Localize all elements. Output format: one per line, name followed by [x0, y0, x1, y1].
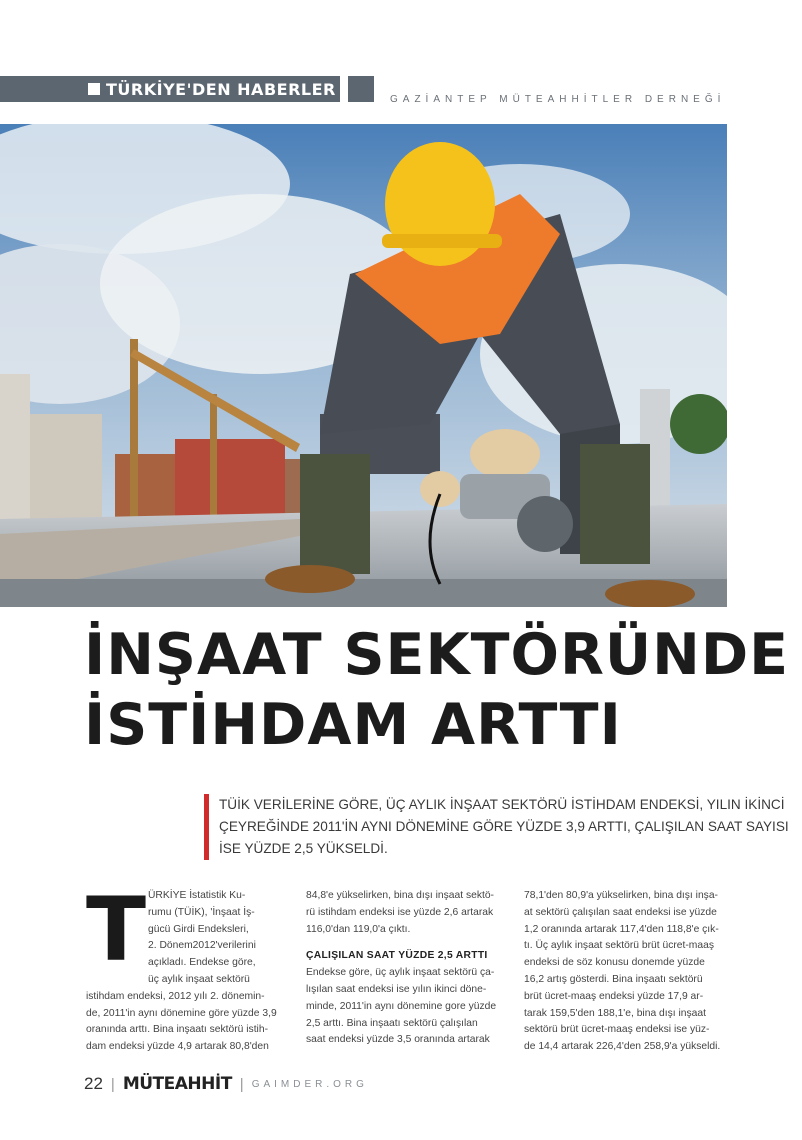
body-line: gücü Girdi Endeksleri, [148, 923, 249, 935]
body-line: oranında arttı. Bina inşaatı sektörü istih- [86, 1024, 269, 1036]
website-link[interactable]: GAIMDER.ORG [251, 1078, 368, 1090]
body-line: 2. Dönem2012'verilerini [148, 940, 256, 952]
body-line: dam endeksi yüzde 4,9 artarak 80,8'den [86, 1041, 269, 1053]
body-line: sektörü brüt ücret-maaş endeksi ise yüz- [524, 1024, 710, 1036]
body-line: açıkladı. Endekse göre, [148, 957, 256, 969]
body-line: lışılan saat endeksi ise yılın ikinci döne- [306, 983, 487, 995]
construction-worker-image [0, 124, 727, 607]
magazine-logo: MÜTEAHHİT [122, 1074, 232, 1094]
body-line: endeksi de söz konusu donemde yüzde [524, 957, 705, 969]
body-line: 116,0'dan 119,0'a çıktı. [306, 923, 411, 935]
body-subheading: ÇALIŞILAN SAAT YÜZDE 2,5 ARTTI [306, 950, 488, 962]
article-body [86, 878, 728, 1058]
headline-line-2: İSTİHDAM ARTTI [84, 692, 622, 758]
drop-cap: T [86, 878, 147, 981]
body-line: istihdam endeksi, 2012 yılı 2. dönemin- [86, 990, 265, 1002]
body-line: üç aylık inşaat sektörü [148, 973, 250, 985]
headline-line-1: İNŞAAT SEKTÖRÜNDE [84, 622, 790, 688]
page-number: 22 [84, 1074, 103, 1093]
body-line: minde, 2011'in aynı dönemine gore yüzde [306, 1000, 497, 1012]
body-line: ÜRKİYE İstatistik Ku- [148, 890, 246, 901]
body-line: de, 2011'in aynı dönemine göre yüzde 3,9 [86, 1007, 277, 1019]
body-line: brüt ücret-maaş endeksi yüzde 17,9 ar- [524, 990, 704, 1002]
body-line: rumu (TÜİK), 'İnşaat İş- [148, 906, 255, 918]
lead-line: TÜİK VERİLERİNE GÖRE, ÜÇ AYLIK İNŞAAT SEKTÖRÜ İSTİHDAM ENDEKSİ, YILIN İKİNCİ [219, 797, 785, 812]
body-line: de 14,4 artarak 226,4'den 258,9'a yükseldi. [524, 1041, 721, 1053]
article-photo [0, 124, 727, 607]
body-line: tı. Üç aylık inşaat sektörü brüt ücret-maaş [524, 940, 714, 952]
body-line: 78,1'den 80,9'a yükselirken, bina dışı inşa- [524, 890, 718, 901]
page-footer [84, 1072, 368, 1096]
association-name: GAZİANTEP MÜTEAHHİTLER DERNEĞİ [390, 94, 726, 105]
body-column-3 [524, 888, 720, 1056]
body-line: at sektörü çalışılan saat endeksi ise yüzde [524, 906, 717, 918]
section-bar [0, 76, 340, 102]
lead-paragraph [204, 794, 789, 860]
body-line: 16,2 artış gösterdi. Bina inşaatı sektörü [524, 973, 703, 985]
lead-line: İSE YÜZDE 2,5 YÜKSELDİ. [219, 841, 388, 856]
body-line: rü istihdam endeksi ise yüzde 2,6 artarak [306, 906, 494, 918]
article-headline [84, 620, 790, 760]
footer-separator: | [110, 1075, 115, 1093]
section-square-icon [88, 83, 100, 95]
body-column-2 [306, 888, 502, 1049]
body-line: saat endeksi yüzde 3,5 oranında artarak [306, 1034, 490, 1046]
body-line: Endekse göre, üç aylık inşaat sektörü ça- [306, 967, 495, 979]
footer-separator: | [239, 1075, 244, 1093]
section-label: TÜRKİYE'DEN HABERLER [106, 80, 336, 99]
body-column-1 [86, 878, 282, 1056]
section-block [348, 76, 374, 102]
lead-line: ÇEYREĞİNDE 2011'İN AYNI DÖNEMİNE GÖRE YÜZDE 3,9 ARTTI, ÇALIŞILAN SAAT SAYISI [219, 819, 789, 834]
body-line: 2,5 arttı. Bina inşaatı sektörü çalışılan [306, 1017, 478, 1029]
body-line: 1,2 oranında artarak 117,4'den 118,8'e çık- [524, 923, 719, 935]
body-line: 84,8'e yükselirken, bina dışı inşaat sektö- [306, 890, 494, 901]
body-line: tarak 159,5'den 188,1'e, bina dışı inşaat [524, 1007, 706, 1019]
